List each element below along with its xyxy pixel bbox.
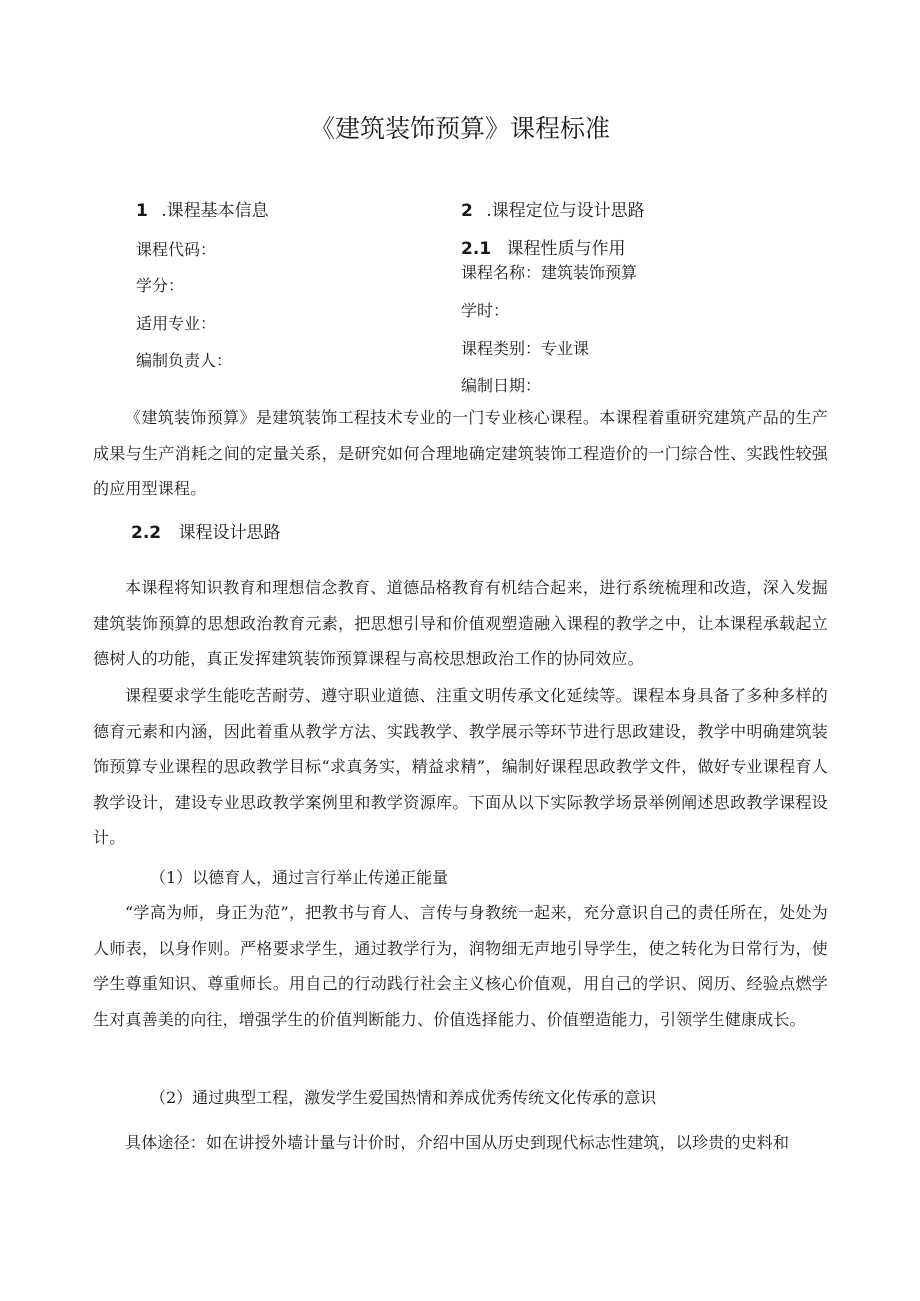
item2-heading: （2）通过典型工程，激发学生爱国热情和养成优秀传统文化传承的意识 bbox=[150, 1088, 657, 1107]
subsection-2-1-number: 2.1 bbox=[461, 239, 492, 259]
subsection-2-2-heading-text: 课程设计思路 bbox=[178, 523, 281, 543]
subsection-2-2-heading bbox=[131, 522, 281, 544]
field-category: 课程类别：专业课 bbox=[461, 339, 590, 358]
paragraph-3: “学高为师，身正为范”，把教书与育人、言传与身教统一起来，充分意识自己的责任所在，处处为人师表，以身作则。严格要求学生，通过教学行为，润物细无声地引导学生，使之转化为日常行为，使学生尊重知识、尊重师长。用自己的行动践行社会主义核心价值观，用自己的学识、阅历、经验点燃学生对真善美的向往，增强学生的价值判断能力、价值选择能力、价值塑造能力，引领学生健康成长。 bbox=[93, 903, 828, 1029]
page-title: 《建筑装饰预算》课程标准 bbox=[309, 114, 610, 143]
field-course-code: 课程代码： bbox=[136, 240, 217, 259]
section2-heading bbox=[461, 200, 645, 222]
field-credits: 学分： bbox=[136, 276, 185, 295]
field-hours: 学时： bbox=[461, 301, 510, 320]
field-author: 编制负责人： bbox=[136, 351, 233, 370]
section2-heading-text: .课程定位与设计思路 bbox=[486, 201, 645, 221]
section2-number: 2 bbox=[461, 201, 473, 221]
subsection-2-1-heading-text: 课程性质与作用 bbox=[506, 239, 626, 259]
item1-heading: （1）以德育人，通过言行举止传递正能量 bbox=[150, 868, 449, 887]
paragraph-4: 具体途径：如在讲授外墙计量与计价时，介绍中国从历史到现代标志性建筑，以珍贵的史料和 bbox=[125, 1133, 790, 1152]
field-date: 编制日期： bbox=[461, 376, 542, 395]
section1-number: 1 bbox=[136, 201, 148, 221]
paragraph-2: 课程要求学生能吃苦耐劳、遵守职业道德、注重文明传承文化延续等。课程本身具备了多种多样的德育元素和内涵，因此着重从教学方法、实践教学、教学展示等环节进行思政建设，教学中明确建筑装饰预算专业课程的思政教学目标“求真务实，精益求精”，编制好课程思政教学文件，做好专业课程育人教学设计，建设专业思政教学案例里和教学资源库。下面从以下实际教学场景举例阐述思政教学课程设计。 bbox=[93, 686, 828, 847]
section1-heading bbox=[136, 200, 269, 222]
subsection-2-2-number: 2.2 bbox=[131, 523, 162, 543]
field-major: 适用专业： bbox=[136, 314, 217, 333]
section1-heading-text: .课程基本信息 bbox=[161, 201, 269, 221]
field-course-name: 课程名称：建筑装饰预算 bbox=[461, 263, 638, 282]
intro-paragraph: 《建筑装饰预算》是建筑装饰工程技术专业的一门专业核心课程。本课程着重研究建筑产品的生产成果与生产消耗之间的定量关系，是研究如何合理地确定建筑装饰工程造价的一门综合性、实践性较强的应用型课程。 bbox=[93, 408, 828, 498]
paragraph-1: 本课程将知识教育和理想信念教育、道德品格教育有机结合起来，进行系统梳理和改造，深入发掘建筑装饰预算的思想政治教育元素，把思想引导和价值观塑造融入课程的教学之中，让本课程承载起立德树人的功能，真正发挥建筑装饰预算课程与高校思想政治工作的协同效应。 bbox=[93, 578, 828, 668]
subsection-2-1-heading bbox=[461, 238, 626, 260]
